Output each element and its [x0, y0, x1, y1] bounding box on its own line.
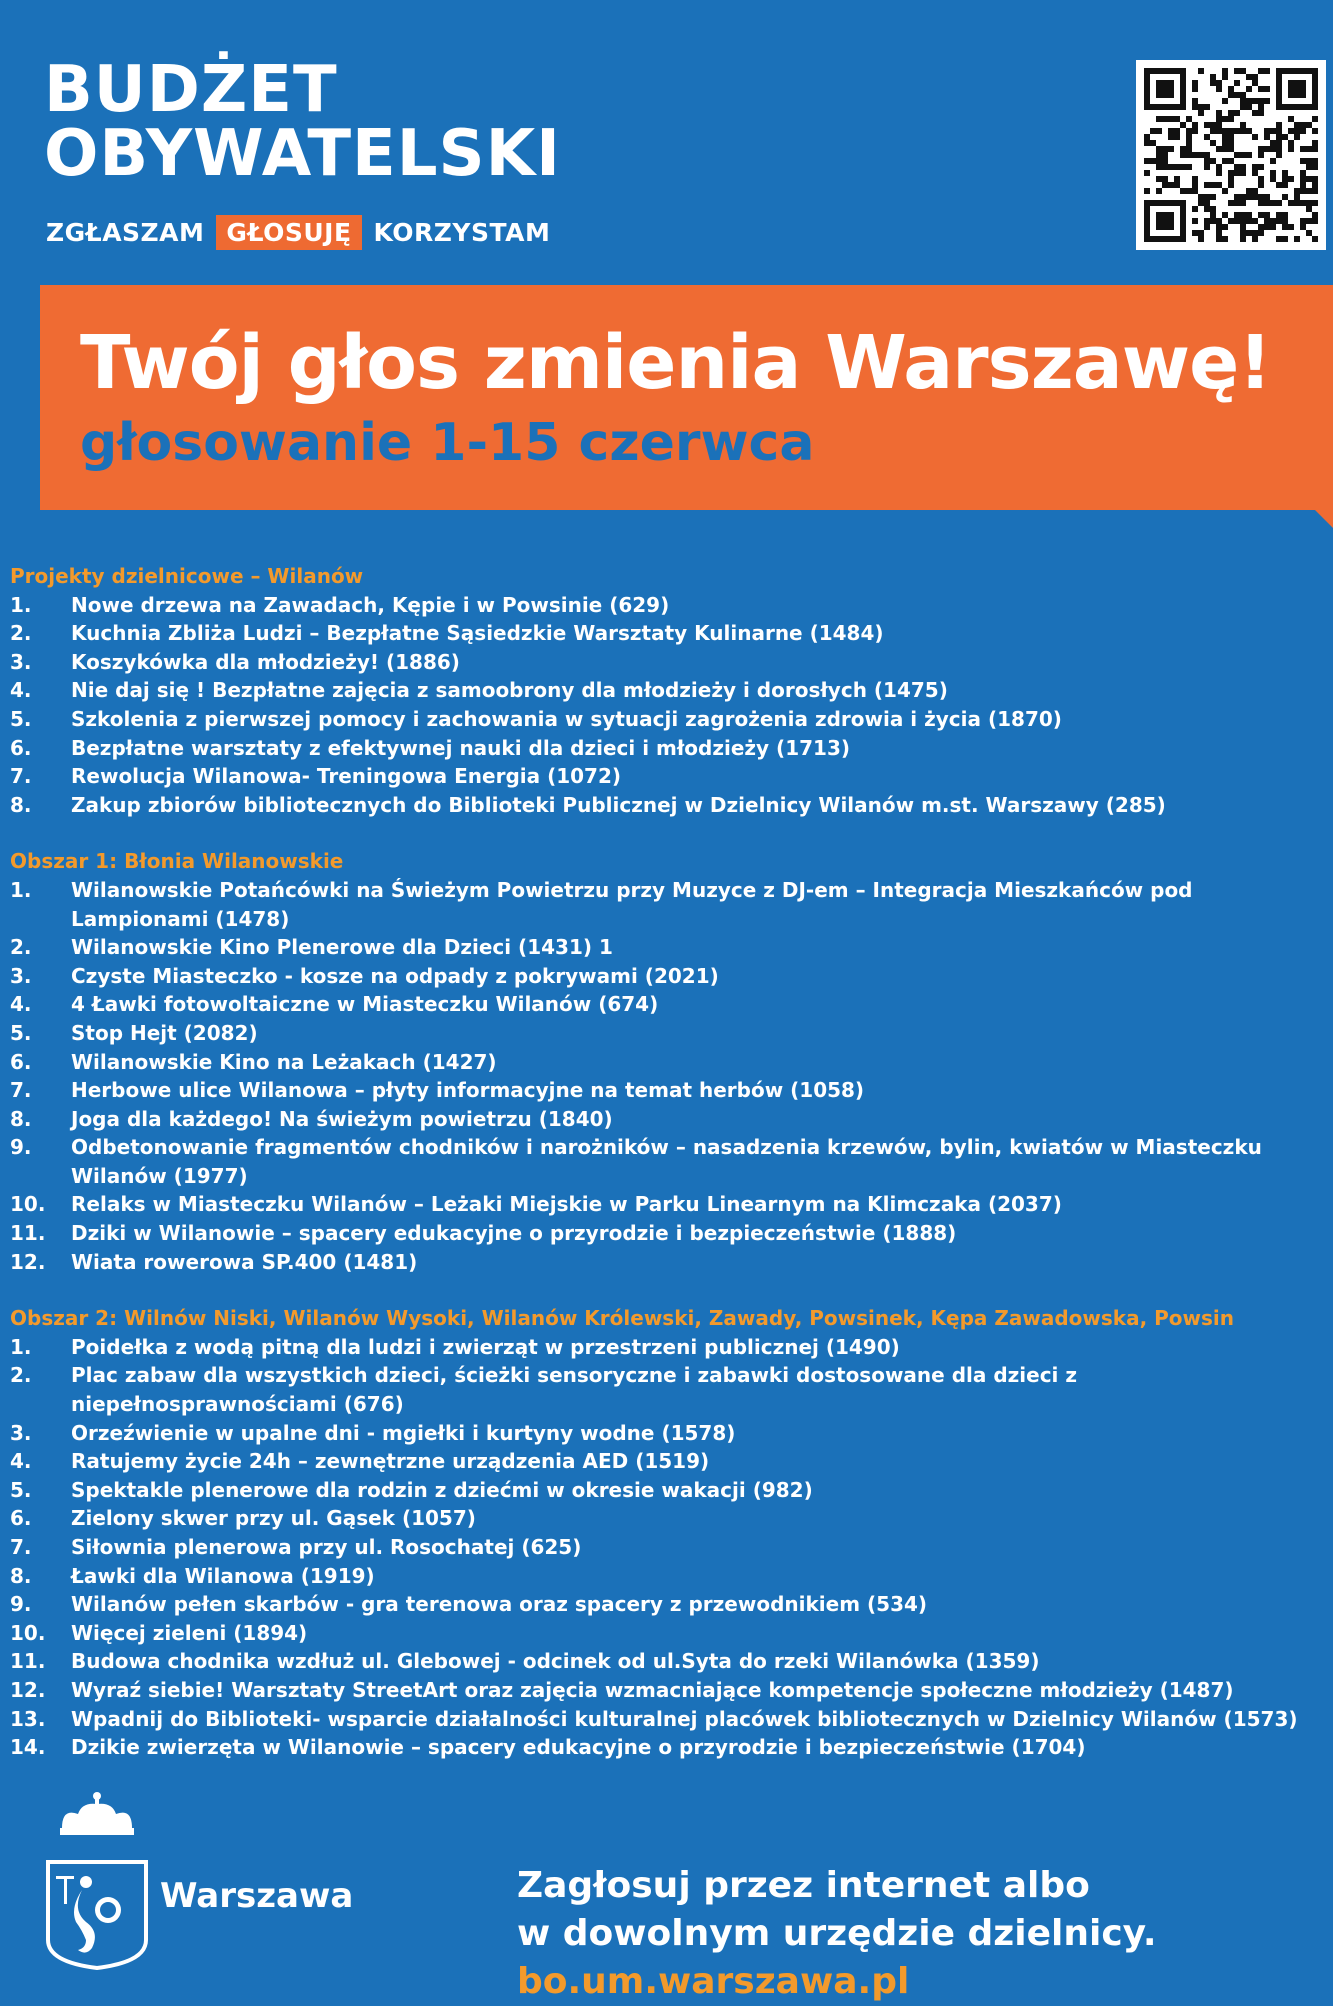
project-number: 3.	[10, 649, 32, 674]
tagline-step-1: ZGŁASZAM	[46, 218, 205, 247]
project-item	[10, 619, 1333, 648]
project-item	[10, 1533, 1333, 1562]
project-item	[10, 1133, 1333, 1190]
project-number: 2.	[10, 1363, 32, 1388]
project-name: Poidełka z wodą pitną dla ludzi i zwierząt w przestrzeni publicznej (1490)	[71, 1334, 900, 1359]
project-list	[10, 1333, 1333, 1762]
project-item	[10, 591, 1333, 620]
voting-website-link[interactable]: bo.um.warszawa.pl	[517, 1961, 910, 2002]
project-name: Dziki w Wilanowie – spacery edukacyjne o przyrodzie i bezpieczeństwie (1888)	[71, 1221, 957, 1246]
project-item	[10, 1647, 1333, 1676]
project-number: 7.	[10, 764, 32, 789]
project-item	[10, 1504, 1333, 1533]
project-section	[10, 562, 1333, 819]
tagline-step-3: KORZYSTAM	[373, 218, 551, 247]
project-number: 10.	[10, 1192, 46, 1217]
project-name: Rewolucja Wilanowa- Treningowa Energia (1072)	[71, 764, 622, 789]
project-number: 6.	[10, 1049, 32, 1074]
qr-code-icon[interactable]	[1136, 60, 1326, 250]
project-number: 1.	[10, 1334, 32, 1359]
project-number: 11.	[10, 1221, 46, 1246]
project-name: Wpadnij do Biblioteki- wsparcie działalności kulturalnej placówek bibliotecznych w Dzielnicy Wilanów (1573)	[71, 1706, 1298, 1731]
project-name: Dzikie zwierzęta w Wilanowie – spacery edukacyjne o przyrodzie i bezpieczeństwie (1704)	[71, 1735, 1086, 1760]
project-number: 8.	[10, 1106, 32, 1131]
project-name: Plac zabaw dla wszystkich dzieci, ścieżki sensoryczne i zabawki dostosowane dla dzieci z niepełnosprawnościami (676)	[71, 1363, 1078, 1417]
project-item	[10, 962, 1333, 991]
project-item	[10, 791, 1333, 820]
project-number: 7.	[10, 1078, 32, 1103]
project-name: Stop Hejt (2082)	[71, 1020, 258, 1045]
project-item	[10, 1705, 1333, 1734]
project-name: Wyraź siebie! Warsztaty StreetArt oraz zajęcia wzmacniające kompetencje społeczne młodzieży (1487)	[71, 1677, 1234, 1702]
project-name: Relaks w Miasteczku Wilanów – Leżaki Miejskie w Parku Linearnym na Klimczaka (2037)	[71, 1192, 1062, 1217]
project-number: 2.	[10, 935, 32, 960]
project-name: Siłownia plenerowa przy ul. Rosochatej (625)	[71, 1535, 582, 1559]
banner-headline: Twój głos zmienia Warszawę!	[80, 320, 1272, 406]
project-number: 7.	[10, 1535, 32, 1559]
warsaw-mermaid-crest-icon	[42, 1790, 152, 1974]
project-item	[10, 1447, 1333, 1476]
project-number: 12.	[10, 1249, 46, 1274]
project-number: 6.	[10, 1506, 32, 1531]
project-section	[10, 847, 1333, 1276]
project-name: Ławki dla Wilanowa (1919)	[71, 1563, 375, 1588]
project-name: Ratujemy życie 24h – zewnętrzne urządzenia AED (1519)	[71, 1449, 710, 1474]
project-number: 8.	[10, 792, 32, 817]
project-name: Więcej zieleni (1894)	[71, 1620, 308, 1645]
project-item	[10, 1048, 1333, 1077]
project-name: Spektakle plenerowe dla rodzin z dziećmi w okresie wakacji (982)	[71, 1477, 813, 1502]
project-name: Joga dla każdego! Na świeżym powietrzu (1840)	[71, 1106, 613, 1131]
project-item	[10, 1333, 1333, 1362]
project-item	[10, 933, 1333, 962]
project-list	[10, 591, 1333, 820]
project-number: 4.	[10, 678, 32, 703]
project-name: Nie daj się ! Bezpłatne zajęcia z samoobrony dla młodzieży i dorosłych (1475)	[71, 678, 948, 703]
project-number: 5.	[10, 1020, 32, 1045]
project-number: 3.	[10, 963, 32, 988]
project-item	[10, 1190, 1333, 1219]
project-number: 1.	[10, 592, 32, 617]
cta-line-2: w dowolnym urzędzie dzielnicy.	[517, 1913, 1157, 1954]
cta-line-1: Zagłosuj przez internet albo	[517, 1865, 1090, 1906]
tagline	[46, 215, 550, 250]
project-name: Wilanowskie Kino Plenerowe dla Dzieci (1431) 1	[71, 935, 613, 960]
project-number: 3.	[10, 1420, 32, 1445]
project-name: 4 Ławki fotowoltaiczne w Miasteczku Wilanów (674)	[71, 992, 659, 1017]
project-number: 9.	[10, 1592, 32, 1617]
project-name: Nowe drzewa na Zawadach, Kępie i w Powsinie (629)	[71, 592, 670, 617]
project-item	[10, 1248, 1333, 1277]
project-item	[10, 876, 1333, 933]
project-number: 5.	[10, 706, 32, 731]
footer-call-to-action	[517, 1862, 1157, 2006]
project-name: Bezpłatne warsztaty z efektywnej nauki dla dzieci i młodzieży (1713)	[71, 735, 850, 760]
project-number: 1.	[10, 877, 32, 902]
project-name: Zielony skwer przy ul. Gąsek (1057)	[71, 1506, 476, 1531]
project-item	[10, 1476, 1333, 1505]
project-name: Budowa chodnika wzdłuż ul. Glebowej - odcinek od ul.Syta do rzeki Wilanówka (1359)	[71, 1649, 1040, 1674]
project-item	[10, 1219, 1333, 1248]
project-item	[10, 1019, 1333, 1048]
project-number: 13.	[10, 1706, 46, 1731]
project-section	[10, 1304, 1333, 1762]
project-number: 4.	[10, 992, 32, 1017]
section-title: Obszar 1: Błonia Wilanowskie	[10, 849, 344, 874]
vote-banner	[40, 285, 1333, 510]
project-item	[10, 734, 1333, 763]
project-name: Zakup zbiorów bibliotecznych do Biblioteki Publicznej w Dzielnicy Wilanów m.st. Warszawy (285)	[71, 792, 1166, 817]
project-name: Orzeźwienie w upalne dni - mgiełki i kurtyny wodne (1578)	[71, 1420, 736, 1445]
title-line-2: OBYWATELSKI	[44, 117, 561, 191]
project-item	[10, 648, 1333, 677]
project-number: 9.	[10, 1135, 32, 1160]
qr-code-graphic	[1144, 68, 1318, 242]
project-name: Herbowe ulice Wilanowa – płyty informacyjne na temat herbów (1058)	[71, 1078, 865, 1103]
project-item	[10, 705, 1333, 734]
banner-voting-dates: głosowanie 1-15 czerwca	[80, 413, 815, 473]
project-lists	[10, 562, 1333, 1790]
project-item	[10, 762, 1333, 791]
project-item	[10, 1076, 1333, 1105]
project-number: 5.	[10, 1477, 32, 1502]
project-number: 6.	[10, 735, 32, 760]
project-number: 2.	[10, 621, 32, 646]
project-name: Wilanów pełen skarbów - gra terenowa oraz spacery z przewodnikiem (534)	[71, 1592, 928, 1617]
city-name: Warszawa	[160, 1876, 354, 1916]
project-name: Wiata rowerowa SP.400 (1481)	[71, 1249, 418, 1274]
section-title: Obszar 2: Wilnów Niski, Wilanów Wysoki, Wilanów Królewski, Zawady, Powsinek, Kępa Zawadowska, Powsin	[10, 1306, 1235, 1331]
project-number: 8.	[10, 1563, 32, 1588]
project-name: Czyste Miasteczko - kosze na odpady z pokrywami (2021)	[71, 963, 719, 988]
banner-fold-corner	[1315, 510, 1333, 528]
section-title: Projekty dzielnicowe – Wilanów	[10, 564, 364, 588]
project-list	[10, 876, 1333, 1276]
project-name: Odbetonowanie fragmentów chodników i narożników – nasadzenia krzewów, bylin, kwiatów w Miasteczku Wilanów (1977)	[71, 1135, 1262, 1188]
project-number: 11.	[10, 1649, 46, 1674]
project-name: Szkolenia z pierwszej pomocy i zachowania w sytuacji zagrożenia zdrowia i życia (1870)	[71, 706, 1062, 731]
project-item	[10, 1562, 1333, 1591]
project-number: 10.	[10, 1620, 46, 1645]
project-item	[10, 1105, 1333, 1134]
project-number: 4.	[10, 1449, 32, 1474]
project-item	[10, 1619, 1333, 1648]
project-item	[10, 1419, 1333, 1448]
program-title	[44, 53, 561, 191]
project-name: Wilanowskie Kino na Leżakach (1427)	[71, 1049, 497, 1074]
project-item	[10, 1676, 1333, 1705]
project-item	[10, 1590, 1333, 1619]
project-number: 12.	[10, 1677, 46, 1702]
tagline-step-2-highlight: GŁOSUJĘ	[216, 215, 361, 250]
project-number: 14.	[10, 1735, 46, 1760]
project-item	[10, 990, 1333, 1019]
project-item	[10, 676, 1333, 705]
project-item	[10, 1733, 1333, 1762]
project-name: Koszykówka dla młodzieży! (1886)	[71, 649, 460, 674]
project-item	[10, 1361, 1333, 1418]
title-line-1: BUDŻET	[44, 53, 338, 127]
project-name: Wilanowskie Potańcówki na Świeżym Powietrzu przy Muzyce z DJ-em – Integracja Mieszkańców pod Lampionami (1478)	[71, 877, 1193, 931]
project-name: Kuchnia Zbliża Ludzi – Bezpłatne Sąsiedzkie Warsztaty Kulinarne (1484)	[71, 621, 884, 646]
